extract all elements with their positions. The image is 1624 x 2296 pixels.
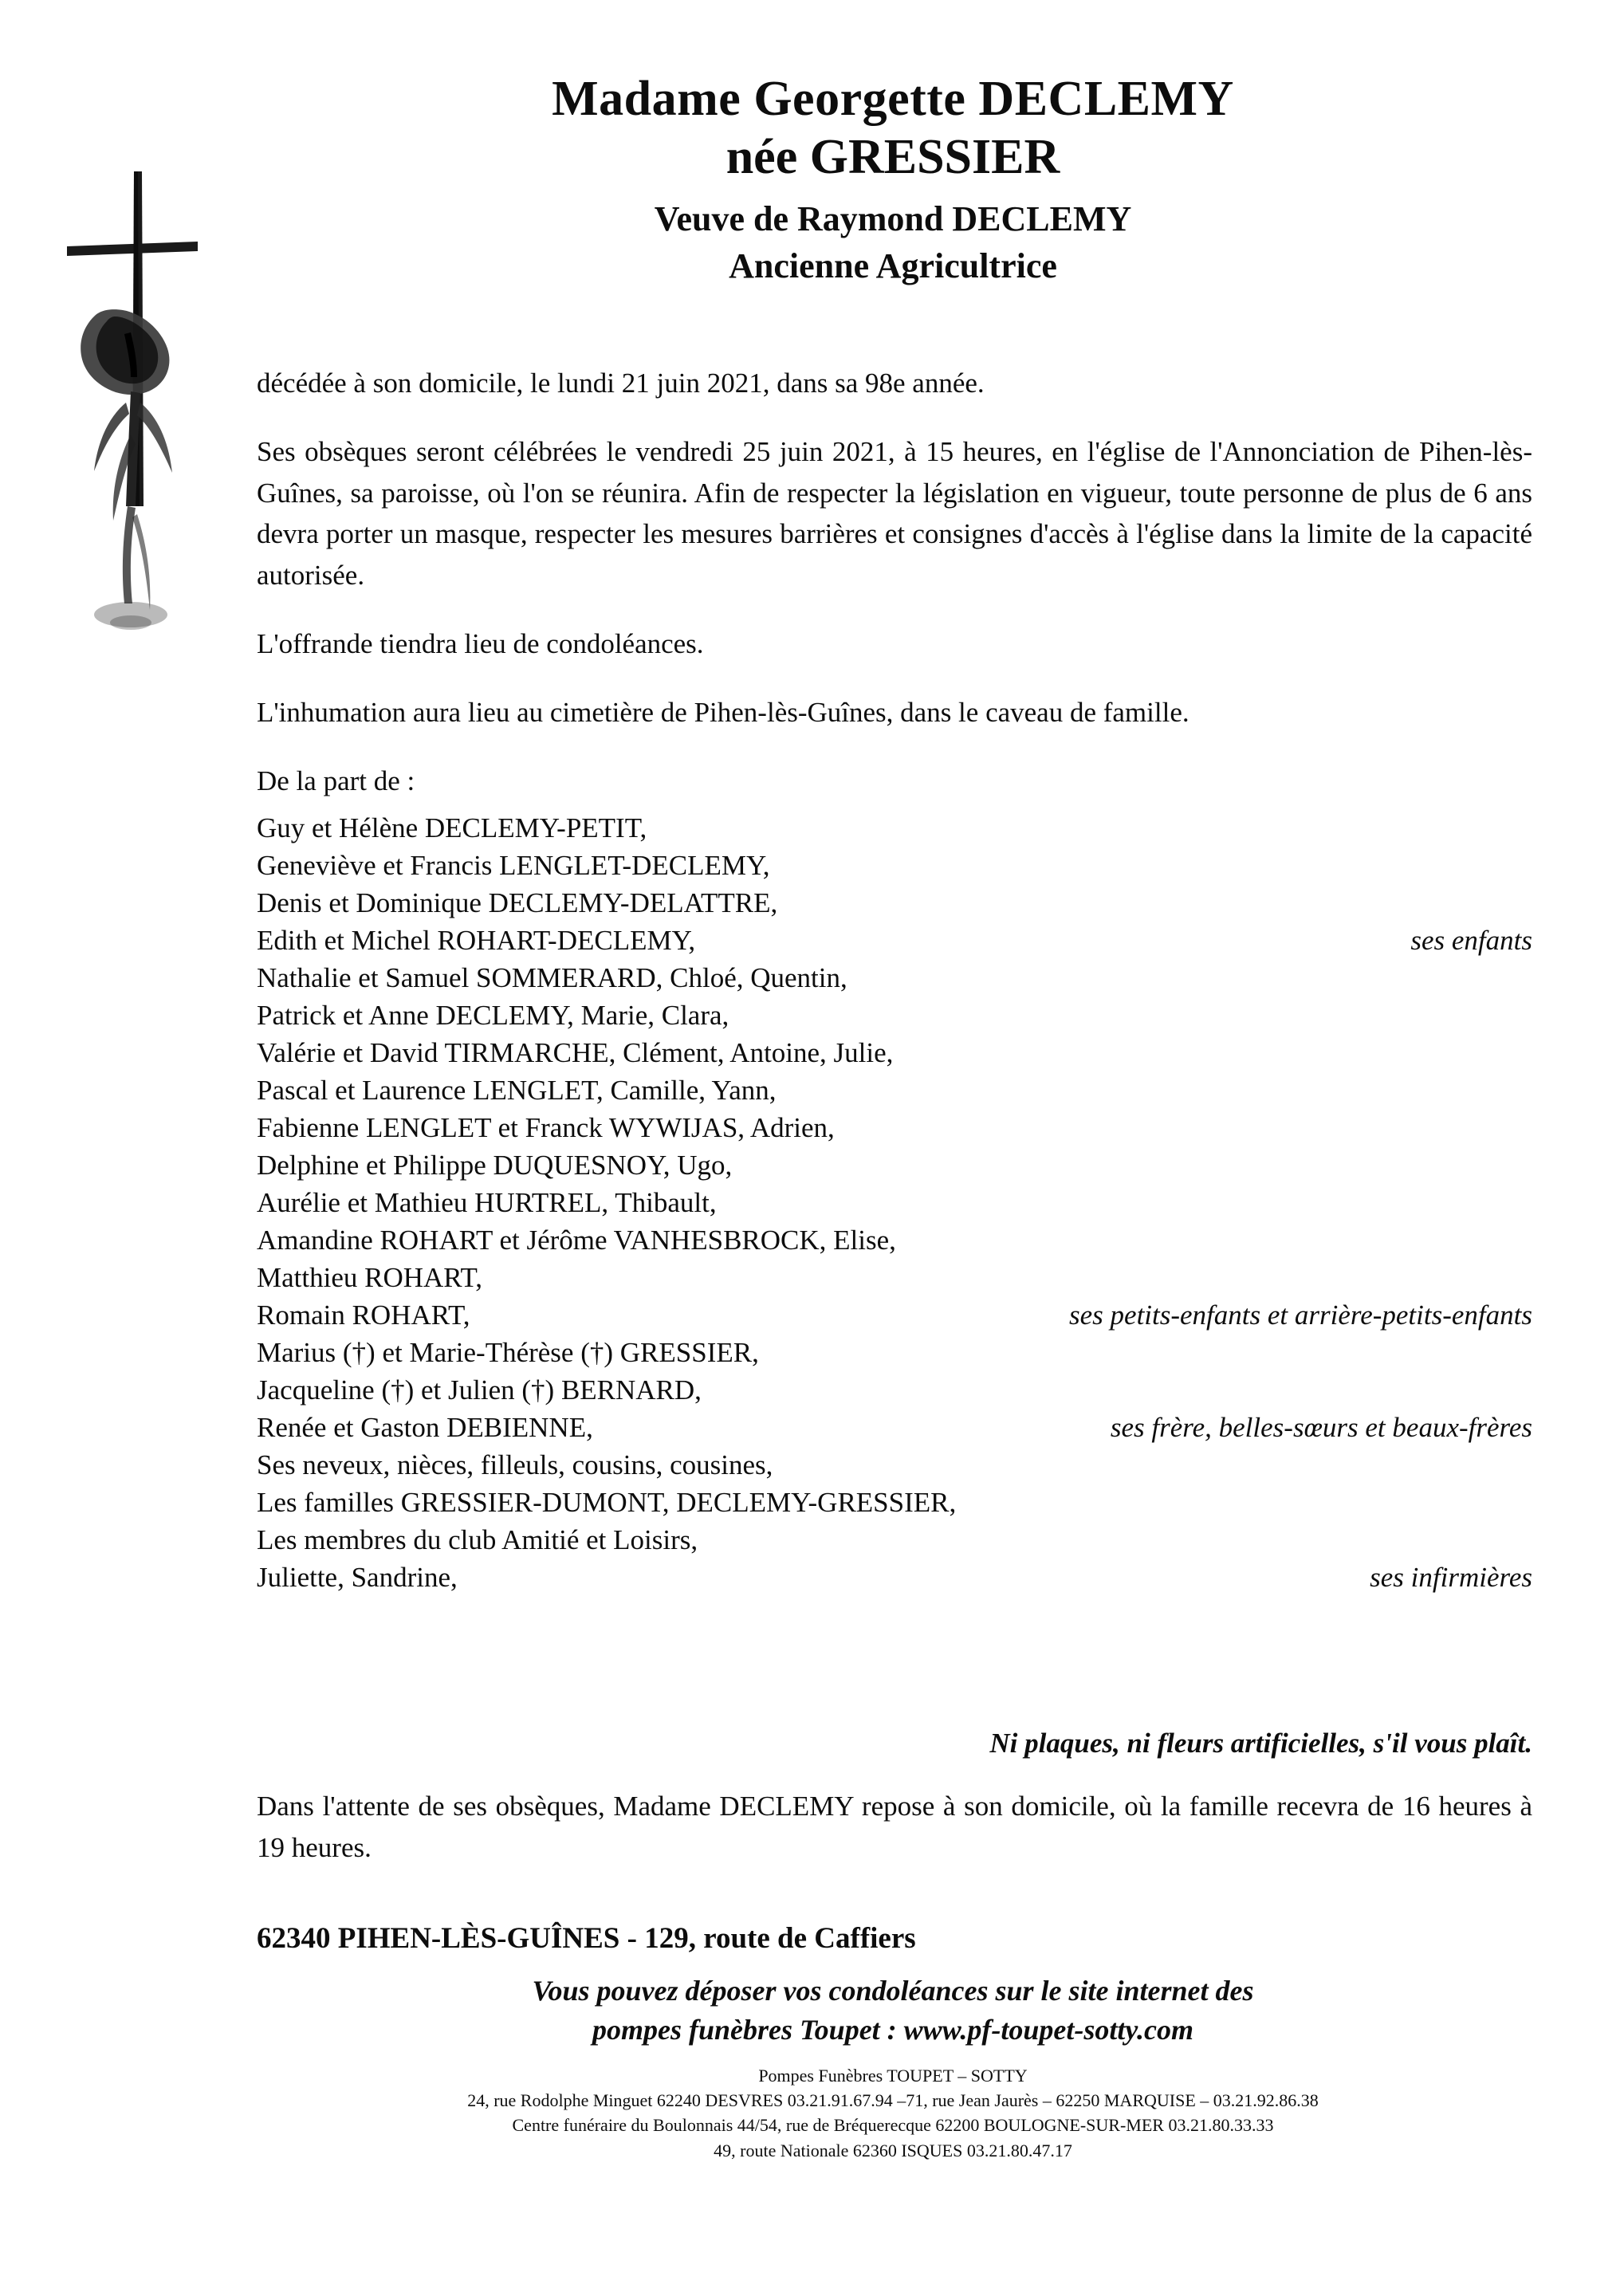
family-relation: ses enfants [1410,925,1532,956]
deceased-occupation-line: Ancienne Agricultrice [729,246,1057,285]
family-relation: ses petits-enfants et arrière-petits-enfants [1069,1299,1532,1331]
footer-line-1: Pompes Funèbres TOUPET – SOTTY [758,2066,1028,2086]
footer-line-3: Centre funéraire du Boulonnais 44/54, rue de Bréquerecque 62200 BOULOGNE-SUR-MER 03.21.80.33.33 [512,2115,1274,2136]
list-item [257,1039,1532,1076]
family-member-name: Delphine et Philippe DUQUESNOY, Ugo, [257,1150,733,1181]
family-member-name: Geneviève et Francis LENGLET-DECLEMY, [257,850,770,881]
list-item [257,1339,1532,1376]
family-relation: ses infirmières [1370,1562,1532,1593]
family-member-name: Nathalie et Samuel SOMMERARD, Chloé, Quentin, [257,962,847,993]
list-item [257,1488,1532,1526]
family-member-name: Valérie et David TIRMARCHE, Clément, Antoine, Julie, [257,1037,894,1068]
family-member-name: Renée et Gaston DEBIENNE, [257,1412,593,1443]
list-item [257,1301,1532,1339]
family-member-name: Guy et Hélène DECLEMY-PETIT, [257,812,647,843]
notice-body [257,363,1532,828]
family-member-name: Romain ROHART, [257,1299,470,1331]
family-member-name: Patrick et Anne DECLEMY, Marie, Clara, [257,1000,729,1031]
cross-and-lily-illustration [48,163,255,674]
list-item [257,1151,1532,1189]
from-label: De la part de : [257,765,415,796]
funeral-home-footer [239,2063,1547,2163]
list-item [257,1076,1532,1114]
list-item [257,964,1532,1001]
family-member-name: Juliette, Sandrine, [257,1562,458,1593]
online-condolences [239,1972,1547,2049]
visiting-paragraph: Dans l'attente de ses obsèques, Madame DECLEMY repose à son domicile, où la famille recevra de 16 heures à 19 heures. [257,1791,1532,1863]
condolences-line-1: Vous pouvez déposer vos condoléances sur le site internet des [532,1975,1254,2007]
deceased-name-line-1: Madame Georgette DECLEMY [552,72,1234,126]
offering-paragraph: L'offrande tiendra lieu de condoléances. [257,627,704,659]
visiting-block [257,1786,1532,1896]
list-item [257,1264,1532,1301]
family-member-name: Jacqueline (†) et Julien (†) BERNARD, [257,1374,702,1406]
family-member-name: Fabienne LENGLET et Franck WYWIJAS, Adrien, [257,1112,835,1143]
list-item [257,926,1532,964]
family-list [257,814,1532,1601]
footer-line-2: 24, rue Rodolphe Minguet 62240 DESVRES 03.21.91.67.94 –71, rue Jean Jaurès – 62250 MARQUISE – 03.21.92.86.38 [467,2090,1319,2111]
death-notice-paragraph: décédée à son domicile, le lundi 21 juin 2021, dans sa 98e année. [257,368,985,399]
family-member-name: Les membres du club Amitié et Loisirs, [257,1524,698,1555]
footer-line-4: 49, route Nationale 62360 ISQUES 03.21.80.47.17 [714,2140,1072,2160]
family-member-name: Marius (†) et Marie-Thérèse (†) GRESSIER, [257,1337,759,1368]
list-item [257,1563,1532,1601]
list-item [257,1526,1532,1563]
family-member-name: Ses neveux, nièces, filleuls, cousins, cousines, [257,1449,773,1480]
list-item [257,1413,1532,1451]
condolences-line-2: pompes funèbres Toupet : www.pf-toupet-sotty.com [592,2013,1193,2046]
family-member-name: Amandine ROHART et Jérôme VANHESBROCK, Elise, [257,1225,896,1256]
deceased-spouse-line: Veuve de Raymond DECLEMY [654,199,1132,238]
family-member-name: Matthieu ROHART, [257,1262,483,1293]
list-item [257,1226,1532,1264]
family-member-name: Edith et Michel ROHART-DECLEMY, [257,925,696,956]
flowers-notice: Ni plaques, ni fleurs artificielles, s'il vous plaît. [989,1728,1532,1759]
family-member-name: Aurélie et Mathieu HURTREL, Thibault, [257,1187,717,1218]
list-item [257,851,1532,889]
list-item [257,1189,1532,1226]
burial-paragraph: L'inhumation aura lieu au cimetière de Pihen-lès-Guînes, dans le caveau de famille. [257,696,1189,728]
deceased-header [239,72,1547,287]
family-relation: ses frère, belles-sœurs et beaux-frères [1110,1412,1532,1443]
list-item [257,1001,1532,1039]
list-item [257,814,1532,851]
family-member-name: Les familles GRESSIER-DUMONT, DECLEMY-GRESSIER, [257,1487,957,1518]
list-item [257,1451,1532,1488]
ceremony-paragraph: Ses obsèques seront célébrées le vendredi 25 juin 2021, à 15 heures, en l'église de l'Annonciation de Pihen-lès-Guînes, sa paroisse, où l'on se réunira. Afin de respecter la législation en vigueur, toute personne de plus de 6 ans devra porter un masque, respecter les mesures barrières et consignes d'accès à l'église dans la limite de la capacité autorisée. [257,435,1532,592]
address-line: 62340 PIHEN-LÈS-GUÎNES - 129, route de Caffiers [257,1922,916,1955]
list-item [257,1114,1532,1151]
list-item [257,889,1532,926]
family-member-name: Pascal et Laurence LENGLET, Camille, Yann, [257,1075,777,1106]
list-item [257,1376,1532,1413]
deceased-name-line-2: née GRESSIER [725,130,1060,185]
family-member-name: Denis et Dominique DECLEMY-DELATTRE, [257,887,778,918]
